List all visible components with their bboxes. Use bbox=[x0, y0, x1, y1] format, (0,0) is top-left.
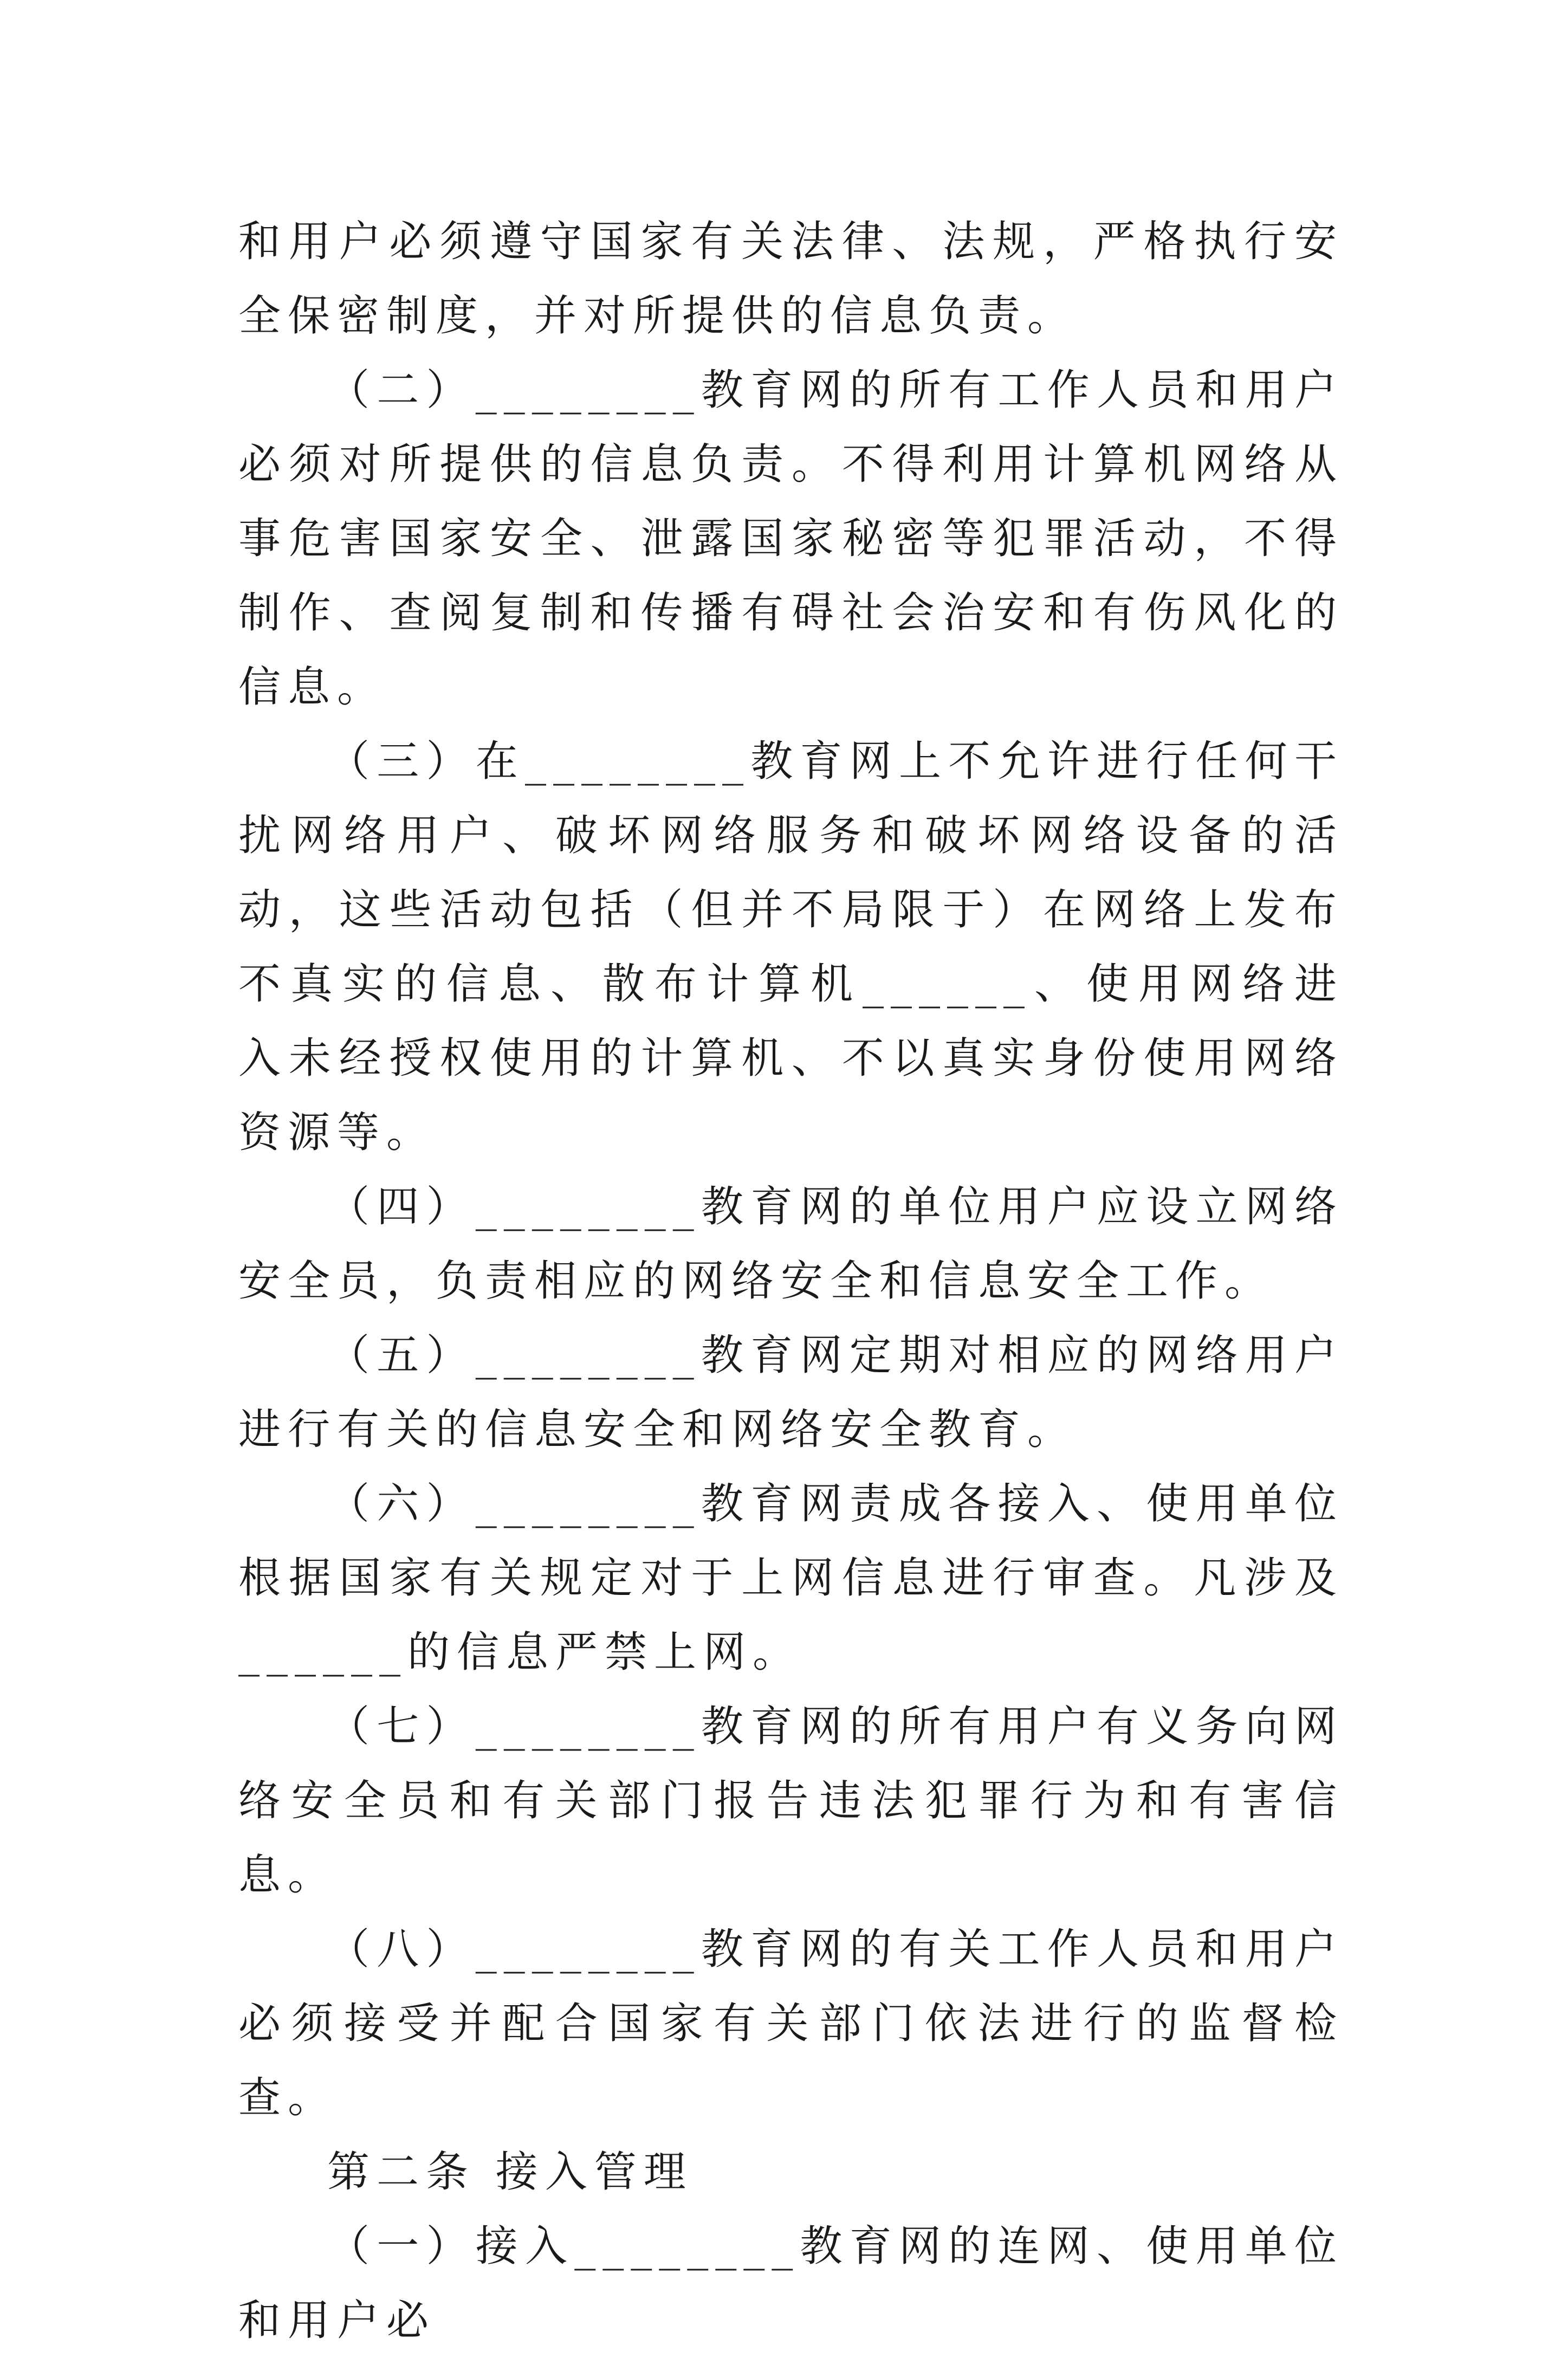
paragraph-item-4: （四）________教育网的单位用户应设立网络安全员，负责相应的网络安全和信息安全工作。 bbox=[238, 1183, 1344, 1306]
paragraph-item-7: （七）________教育网的所有用户有义务向网络安全员和有关部门报告违法犯罪行为和有害信息。 bbox=[238, 1702, 1344, 1900]
paragraph-item-6: （六）________教育网责成各接入、使用单位根据国家有关规定对于上网信息进行审查。凡涉及______的信息严禁上网。 bbox=[238, 1480, 1344, 1677]
paragraph-item-3: （三）在________教育网上不允许进行任何干扰网络用户、破坏网络服务和破坏网络设备的活动，这些活动包括（但并不局限于）在网络上发布不真实的信息、散布计算机______、使用网络进入未经授权使用的计算机、不以真实身份使用网络资源等。 bbox=[238, 737, 1344, 1157]
paragraph-item-8: （八）________教育网的有关工作人员和用户必须接受并配合国家有关部门依法进行的监督检查。 bbox=[238, 1925, 1344, 2122]
document-body bbox=[238, 205, 1344, 2358]
paragraph-item-2: （二）________教育网的所有工作人员和用户必须对所提供的信息负责。不得利用计算机网络从事危害国家安全、泄露国家秘密等犯罪活动，不得制作、查阅复制和传播有碍社会治安和有伤风化的信息。 bbox=[238, 366, 1344, 712]
article-heading: 第二条 接入管理 bbox=[327, 2148, 693, 2197]
paragraph-continuation: 和用户必须遵守国家有关法律、法规，严格执行安全保密制度，并对所提供的信息负责。 bbox=[238, 217, 1344, 340]
paragraph-item-5: （五）________教育网定期对相应的网络用户进行有关的信息安全和网络安全教育。 bbox=[238, 1331, 1344, 1454]
paragraph-access-1: （一）接入________教育网的连网、使用单位和用户必 bbox=[238, 2222, 1344, 2345]
